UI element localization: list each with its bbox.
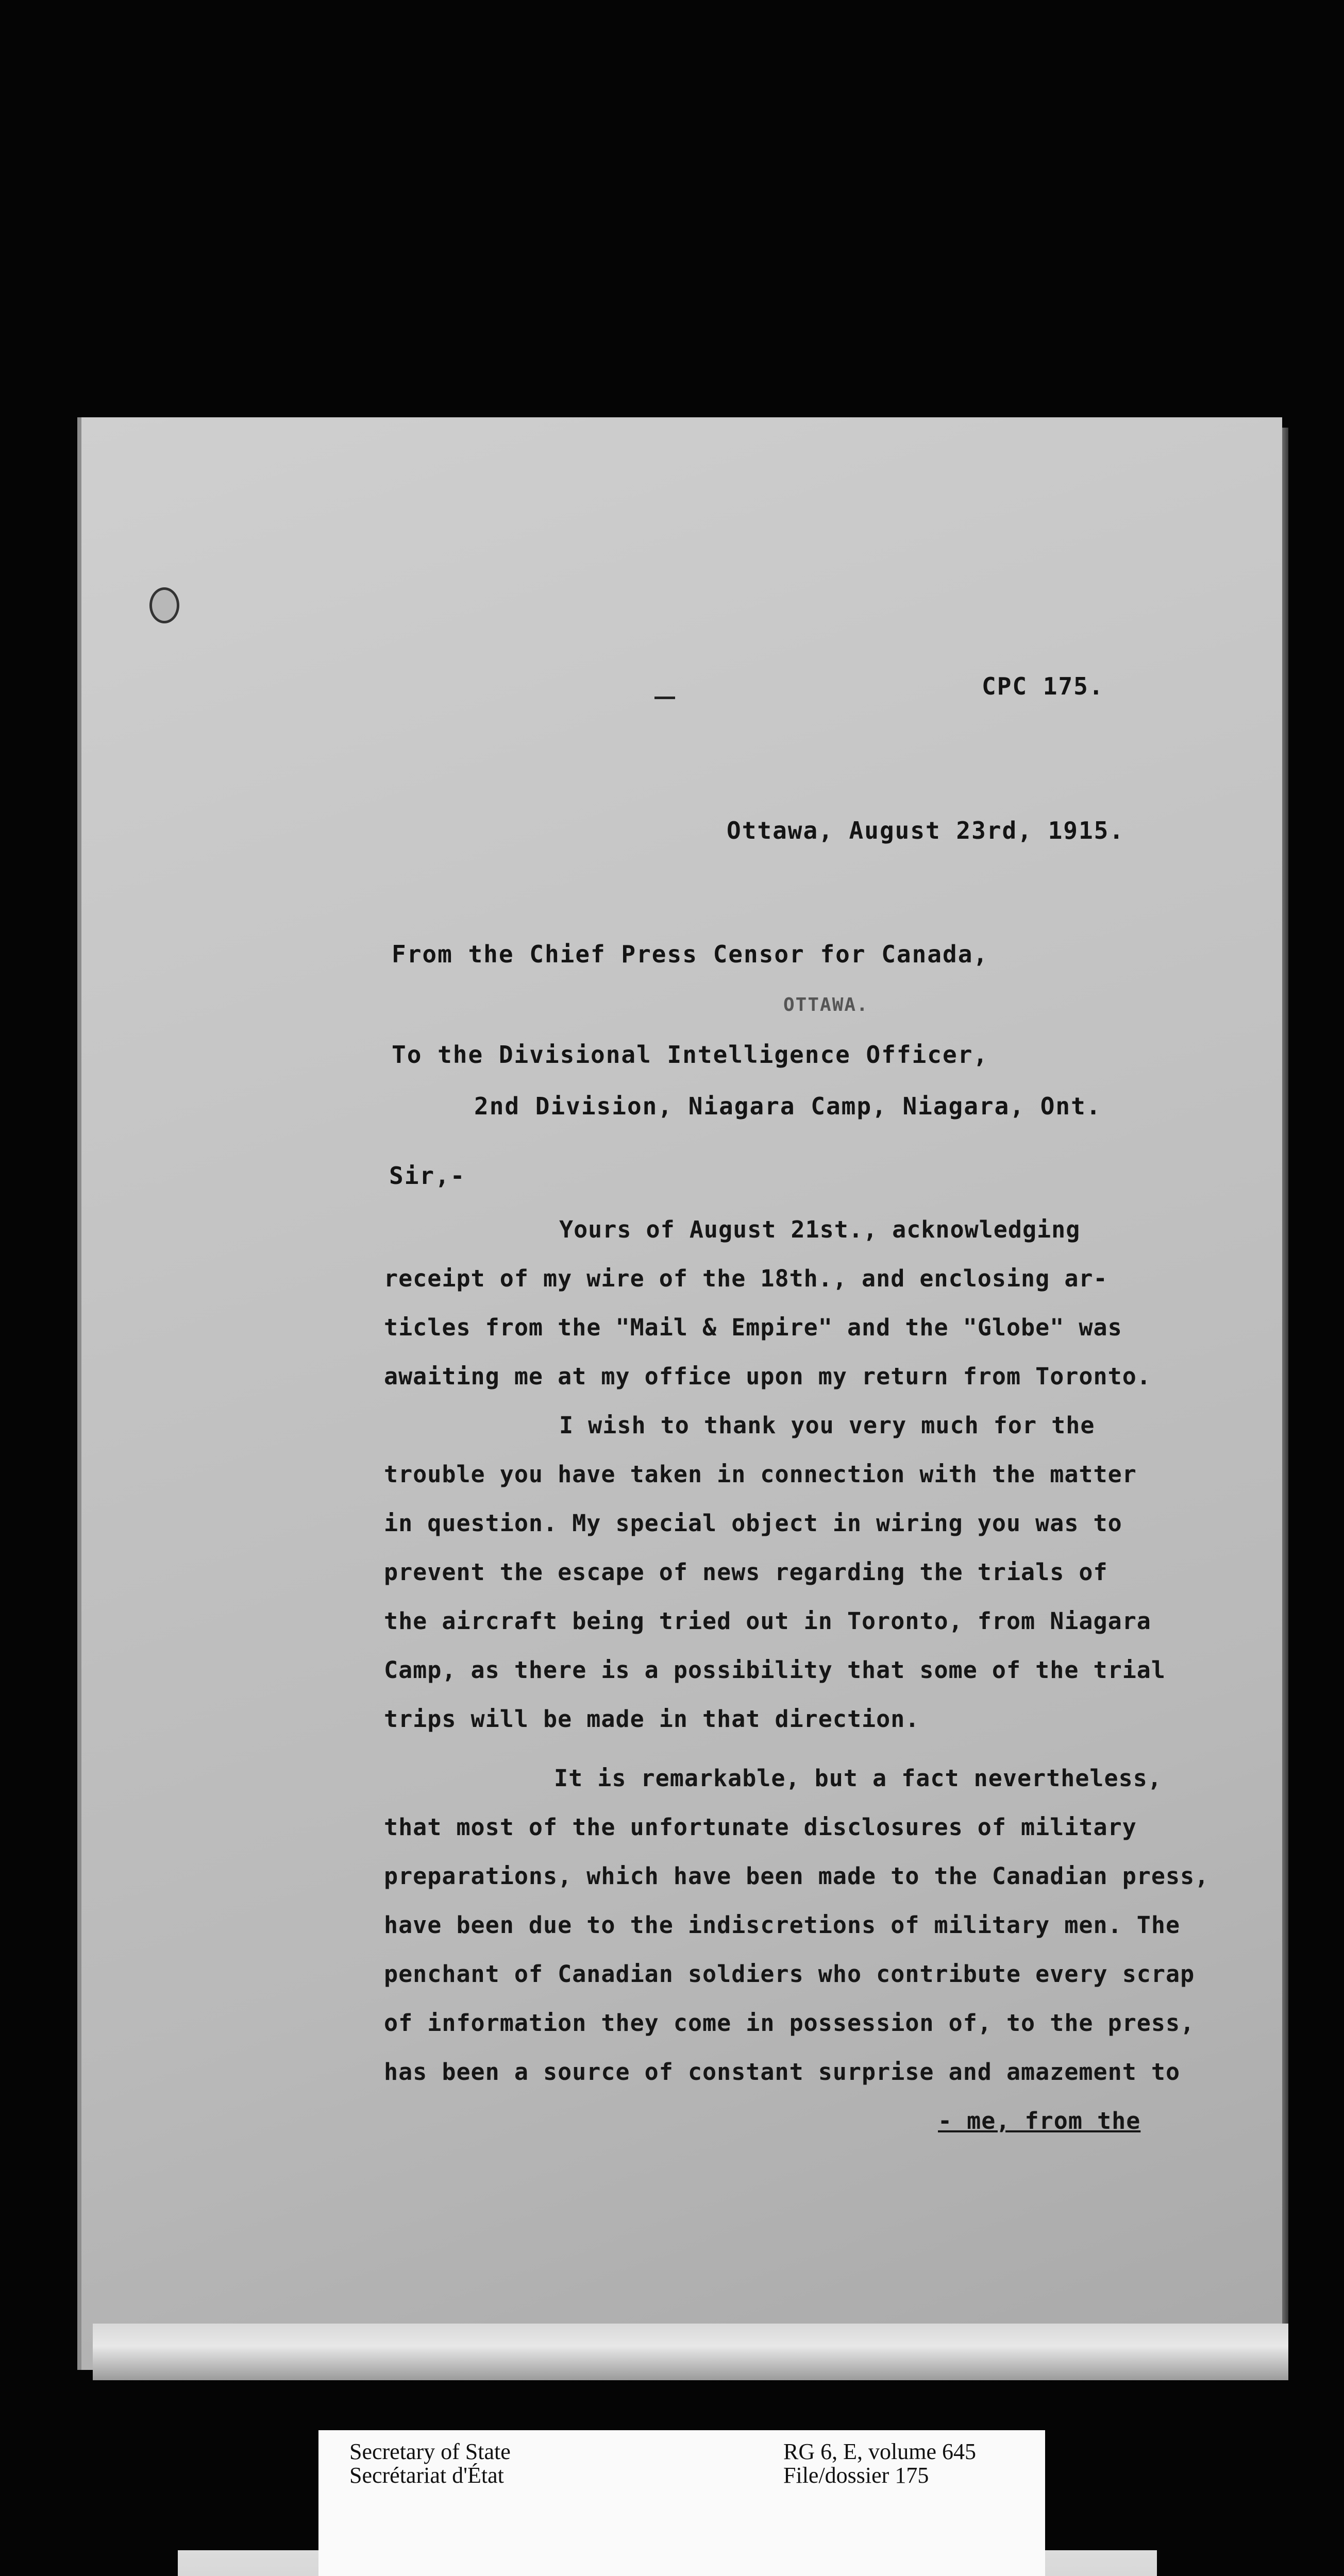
from-city: OTTAWA. (783, 994, 869, 1015)
body-line: Yours of August 21st., acknowledging (559, 1216, 1081, 1243)
body-line: the aircraft being tried out in Toronto, from Niagara (384, 1607, 1151, 1635)
body-line: prevent the escape of news regarding the trials of (384, 1558, 1108, 1586)
department-fr: Secrétariat d'État (349, 2463, 504, 2488)
body-line: penchant of Canadian soldiers who contribute every scrap (384, 1960, 1195, 1988)
body-line: It is remarkable, but a fact nevertheless, (554, 1765, 1162, 1792)
punch-hole (149, 587, 179, 623)
body-line: awaiting me at my office upon my return from Toronto. (384, 1363, 1151, 1390)
reference-number: CPC 175. (982, 672, 1104, 700)
body-line: ticles from the "Mail & Empire" and the "Globe" was (384, 1314, 1122, 1341)
body-line: preparations, which have been made to the Canadian press, (384, 1862, 1209, 1890)
body-line: I wish to thank you very much for the (559, 1412, 1095, 1439)
to-address: 2nd Division, Niagara Camp, Niagara, Ont. (474, 1092, 1102, 1120)
salutation: Sir,- (389, 1162, 466, 1190)
file-number: File/dossier 175 (783, 2463, 929, 2488)
body-line: Camp, as there is a possibility that some of the trial (384, 1656, 1166, 1684)
body-line: receipt of my wire of the 18th., and enclosing ar- (384, 1265, 1108, 1292)
stray-mark (654, 697, 675, 699)
body-line: trips will be made in that direction. (384, 1705, 920, 1733)
page-bottom-edge (93, 2324, 1288, 2380)
archive-label-card (318, 2430, 1045, 2576)
record-group-volume: RG 6, E, volume 645 (783, 2439, 976, 2464)
body-line: of information they come in possession of, to the press, (384, 2009, 1195, 2037)
dateline: Ottawa, August 23rd, 1915. (727, 817, 1125, 844)
body-line: in question. My special object in wiring you was to (384, 1510, 1122, 1537)
catchword: - me, from the (938, 2107, 1141, 2134)
body-line: trouble you have taken in connection with the matter (384, 1461, 1137, 1488)
body-line: that most of the unfortunate disclosures of military (384, 1814, 1137, 1841)
to-line: To the Divisional Intelligence Officer, (392, 1041, 989, 1069)
from-line: From the Chief Press Censor for Canada, (392, 940, 989, 968)
body-line: have been due to the indiscretions of military men. The (384, 1911, 1181, 1939)
department-en: Secretary of State (349, 2439, 511, 2464)
body-line: has been a source of constant surprise and amazement to (384, 2058, 1181, 2086)
